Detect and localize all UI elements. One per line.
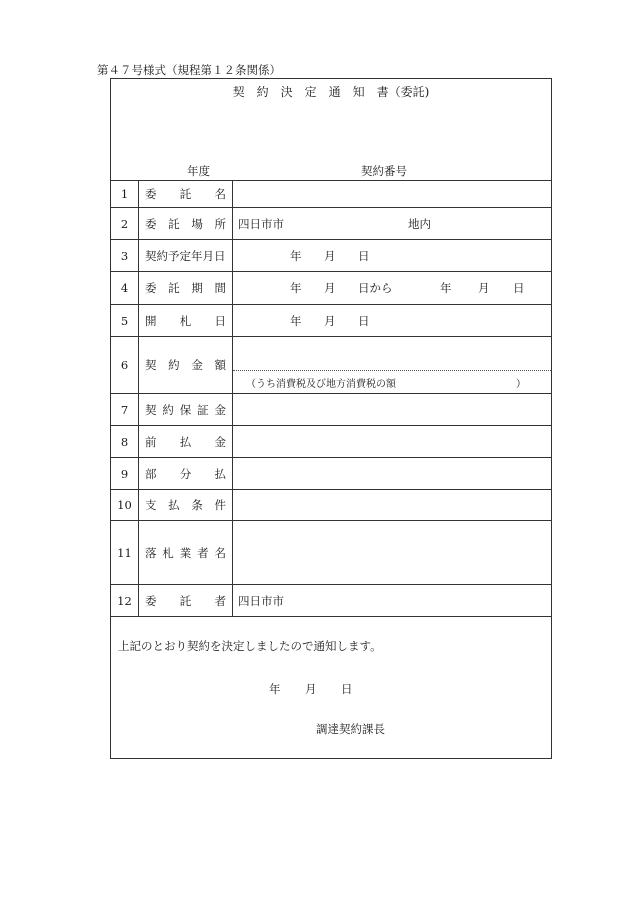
tax-note-close: ） bbox=[516, 379, 526, 390]
row-label bbox=[139, 272, 233, 305]
to-month-unit: 月 bbox=[478, 281, 490, 295]
table-row bbox=[111, 458, 551, 490]
label-char: 札 bbox=[179, 313, 192, 328]
label-spread bbox=[145, 466, 226, 482]
table-row bbox=[111, 208, 551, 240]
label-spread bbox=[145, 186, 226, 202]
contract-items-table bbox=[111, 180, 551, 617]
date-year-unit: 年 bbox=[290, 248, 302, 263]
label-char: 払 bbox=[214, 466, 226, 481]
label-char: 委 bbox=[145, 187, 157, 201]
notice-text: 上記のとおり契約を決定しましたので通知します。 bbox=[118, 639, 382, 653]
date-year-unit: 年 bbox=[269, 682, 281, 696]
date-day-unit: 日 bbox=[341, 682, 353, 696]
commission-name-value bbox=[233, 181, 552, 208]
row-number: 12 bbox=[111, 585, 139, 617]
label-char: 落 bbox=[145, 545, 157, 560]
row-number: 1 bbox=[111, 181, 139, 208]
signer-title: 調達契約課長 bbox=[316, 722, 385, 736]
label-char: 分 bbox=[179, 466, 192, 481]
row-number: 10 bbox=[111, 490, 139, 521]
row-label bbox=[139, 426, 233, 458]
label-char: 間 bbox=[214, 281, 226, 295]
planned-date-value bbox=[233, 240, 552, 272]
label-char: 委 bbox=[145, 281, 157, 295]
label-char: 託 bbox=[168, 216, 180, 231]
label-char: 部 bbox=[145, 466, 157, 481]
label-char: 条 bbox=[191, 498, 203, 512]
row-number: 11 bbox=[111, 521, 139, 585]
contract-deposit-value bbox=[233, 394, 552, 426]
label-char: 日 bbox=[214, 313, 226, 328]
label-char: 額 bbox=[214, 358, 226, 372]
from-year-unit: 年 bbox=[290, 281, 302, 295]
row-label bbox=[139, 585, 233, 617]
label-char: 件 bbox=[214, 498, 226, 512]
label-char: 者 bbox=[197, 545, 209, 560]
tax-note: （うち消費税及び地方消費税の額 bbox=[246, 379, 396, 390]
form-number-label: 第４７号様式（規程第１２条関係） bbox=[97, 63, 281, 77]
row-label bbox=[139, 240, 233, 272]
row-label bbox=[139, 337, 233, 394]
row-label bbox=[139, 208, 233, 240]
place-suffix: 地内 bbox=[408, 216, 431, 231]
label-char: 証 bbox=[197, 402, 209, 417]
label-char: 約 bbox=[162, 402, 174, 417]
from-month-unit: 月 bbox=[324, 281, 336, 295]
row-label bbox=[139, 521, 233, 585]
label-spread bbox=[145, 280, 226, 296]
bid-opening-date-value bbox=[233, 305, 552, 337]
row-number: 5 bbox=[111, 305, 139, 337]
date-day-unit: 日 bbox=[358, 313, 370, 328]
label-char: 託 bbox=[179, 593, 192, 608]
form-footer bbox=[111, 613, 551, 758]
table-row bbox=[111, 305, 551, 337]
row-number: 4 bbox=[111, 272, 139, 305]
label-spread bbox=[145, 313, 226, 329]
row-number: 6 bbox=[111, 337, 139, 394]
row-number: 9 bbox=[111, 458, 139, 490]
partial-payment-value bbox=[233, 458, 552, 490]
label-char: 契 bbox=[145, 402, 157, 417]
label-char: 所 bbox=[214, 216, 226, 231]
label-spread bbox=[145, 402, 226, 418]
label-char: 金 bbox=[214, 434, 226, 449]
table-row bbox=[111, 272, 551, 305]
label-char: 前 bbox=[145, 434, 157, 449]
label-spread bbox=[145, 357, 226, 373]
label-char: 契 bbox=[145, 358, 157, 372]
label-spread bbox=[145, 434, 226, 450]
date-month-unit: 月 bbox=[324, 248, 336, 263]
commission-period-value bbox=[233, 272, 552, 305]
commission-place-value bbox=[233, 208, 552, 240]
label-char: 約 bbox=[168, 358, 180, 372]
label-char: 名 bbox=[214, 187, 226, 201]
date-month-unit: 月 bbox=[305, 682, 317, 696]
table-row bbox=[111, 490, 551, 521]
label-char: 支 bbox=[145, 498, 157, 512]
label-char: 名 bbox=[214, 545, 226, 560]
label-spread bbox=[145, 593, 226, 609]
label-char: 金 bbox=[191, 358, 203, 372]
form-header bbox=[111, 79, 551, 180]
label-spread bbox=[145, 545, 226, 561]
amount-dotted-rule bbox=[233, 370, 551, 371]
label-char: 委 bbox=[145, 216, 157, 231]
label-char: 期 bbox=[191, 281, 203, 295]
payment-terms-value bbox=[233, 490, 552, 521]
row-label bbox=[139, 458, 233, 490]
date-month-unit: 月 bbox=[324, 313, 336, 328]
row-number: 3 bbox=[111, 240, 139, 272]
label-char: 金 bbox=[214, 402, 226, 417]
place-city: 四日市市 bbox=[238, 216, 284, 231]
row-label bbox=[139, 305, 233, 337]
label-char: 託 bbox=[168, 281, 180, 295]
contract-number-label: 契約番号 bbox=[361, 164, 407, 178]
to-year-unit: 年 bbox=[440, 281, 452, 295]
table-row bbox=[111, 240, 551, 272]
row-label bbox=[139, 490, 233, 521]
commissioner-value: 四日市市 bbox=[233, 585, 552, 617]
label-spread bbox=[145, 216, 226, 232]
to-day-unit: 日 bbox=[513, 281, 525, 295]
label-char: 保 bbox=[179, 402, 192, 417]
contract-amount-value bbox=[233, 337, 552, 394]
date-year-unit: 年 bbox=[290, 313, 302, 328]
row-label bbox=[139, 394, 233, 426]
table-row bbox=[111, 426, 551, 458]
row-number: 8 bbox=[111, 426, 139, 458]
label-spread bbox=[145, 497, 226, 513]
winning-bidder-value bbox=[233, 521, 552, 585]
from-day-unit: 日から bbox=[358, 281, 393, 295]
document-title: 契 約 決 定 通 知 書（委託) bbox=[232, 85, 430, 99]
label-char: 払 bbox=[179, 434, 192, 449]
row-label bbox=[139, 181, 233, 208]
date-day-unit: 日 bbox=[358, 248, 370, 263]
label-char: 場 bbox=[191, 216, 203, 231]
row-number: 7 bbox=[111, 394, 139, 426]
label-char: 委 bbox=[145, 593, 157, 608]
label-text: 契約予定年月日 bbox=[145, 248, 226, 263]
table-row bbox=[111, 521, 551, 585]
row-number: 2 bbox=[111, 208, 139, 240]
label-char: 託 bbox=[179, 187, 192, 201]
table-row bbox=[111, 394, 551, 426]
notice-form-frame bbox=[110, 78, 552, 759]
advance-payment-value bbox=[233, 426, 552, 458]
table-row bbox=[111, 585, 551, 617]
label-char: 業 bbox=[179, 545, 192, 560]
label-char: 札 bbox=[162, 545, 174, 560]
notice-date bbox=[269, 681, 353, 697]
fiscal-year-label: 年度 bbox=[187, 164, 210, 178]
label-char: 者 bbox=[214, 593, 226, 608]
label-char: 開 bbox=[145, 313, 157, 328]
table-row bbox=[111, 181, 551, 208]
label-char: 払 bbox=[168, 498, 180, 512]
table-row bbox=[111, 337, 551, 394]
